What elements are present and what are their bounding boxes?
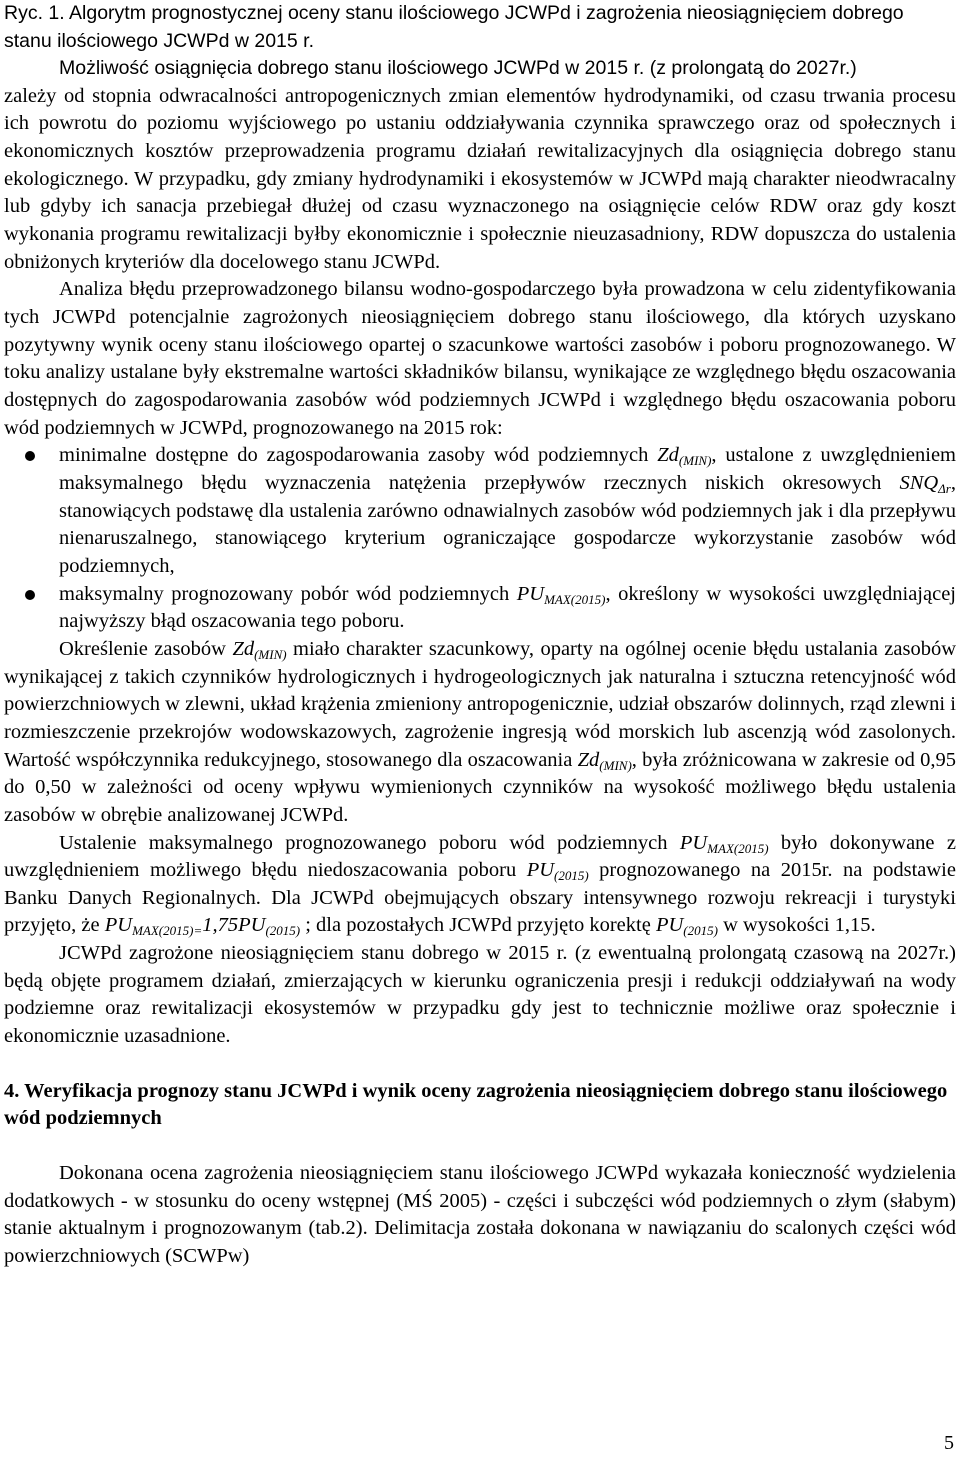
bullet-item-pu-max: maksymalny prognozowany pobór wód podziemnych $PU_{MAX(2015)}$, określony w wysokości uwzględniającej najwyższy błąd oszacowania tego poboru.: [4, 581, 956, 636]
figure-caption: [4, 0, 956, 83]
spacer: [4, 1133, 956, 1160]
body-text: [4, 83, 956, 1271]
paragraph-4: Ustalenie maksymalnego prognozowanego poboru wód podziemnych $PU_{MAX(2015)}$ było dokonywane z uwzględnieniem możliwego błędu niedoszacowania poboru $PU_{(2015)}$ prognozowanego na 2015r. na podstawie Banku Danych Regionalnych. Dla JCWPd obejmujących obszary intensywnego rozwoju rekreacji i turystyki przyjęto, że $PU_{MAX(2015)=}1,75PU_{(2015)}$ ; dla pozostałych JCWPd przyjęto korektę $PU_{(2015)}$ w wysokości 1,15.: [4, 831, 956, 939]
section-heading: 4. Weryfikacja prognozy stanu JCWPd i wynik oceny zagrożenia nieosiągnięciem dobrego stanu ilościowego wód podziemnych: [4, 1079, 948, 1130]
paragraph-6: Dokonana ocena zagrożenia nieosiągnięciem stanu ilościowego JCWPd wykazała konieczność wydzielenia dodatkowych - w stosunku do oceny wstępnej (MŚ 2005) - części i subczęści wód podziemnych o złym (słabym) stanie aktualnym i prognozowanym (tab.2). Delimitacja została dokonana w nawiązaniu do scalonych części wód powierzchniowych (SCWPw): [4, 1162, 956, 1268]
bullet-icon: [25, 590, 35, 600]
paragraph-1: zależy od stopnia odwracalności antropogenicznych zmian elementów hydrodynamiki, od czasu trwania procesu ich powrotu do poziomu wyjściowego po ustaniu oddziaływania czynnika sprawczego oraz od społecznych i ekonomicznych kosztów przeprowadzenia programu działań rewitalizacyjnych dla osiągnięcia dobrego stanu ekologicznego. W przypadku, gdy zmiany hydrodynamiki i ekosystemów w JCWPd mają charakter nieodwracalny lub gdyby ich sanacja przebiegał dłużej od czasu wyznaczonego na osiągnięcie celów RDW oraz gdy koszt wykonania programu rewitalizacji byłby ekonomicznie i społecznie nieuzasadniony, RDW dopuszcza do ustalenia obniżonych kryteriów dla docelowego stanu JCWPd.: [4, 84, 956, 273]
bullet-list: [4, 442, 956, 636]
document-page: [4, 0, 956, 1271]
paragraph-3: Określenie zasobów $Zd_{(MIN)}$ miało charakter szacunkowy, oparty na ogólnej ocenie błędu ustalania zasobów wynikającej z takich czynników hydrologicznych i hydrogeologicznych jak naturalna i sztuczna retencyjność wód powierzchniowych w zlewni, układ krążenia zmieniony antropogenicznie, udział obszarów dolinnych, rząd zlewni i rozmieszczenie przekrojów wodowskazowych, zagrożenie ingresją wód morskich lub ascenzją wód zasolonych. Wartość współczynnika redukcyjnego, stosowanego dla oszacowania $Zd_{(MIN)}$, była zróżnicowana w zakresie od 0,95 do 0,50 w zależności od oceny wpływu wymienionych czynników na wysokość możliwego błędu ustalenia zasobów w obrębie analizowanej JCWPd.: [4, 637, 957, 826]
caption-title: Ryc. 1. Algorytm prognostycznej oceny stanu ilościowego JCWPd i zagrożenia nieosiągnięciem dobrego stanu ilościowego JCWPd w 2015 r.: [4, 2, 904, 52]
caption-subtitle: Możliwość osiągnięcia dobrego stanu ilościowego JCWPd w 2015 r. (z prolongatą do 2027r.): [59, 57, 857, 80]
bullet-item-zd-min: minimalne dostępne do zagospodarowania zasoby wód podziemnych $Zd_{(MIN)}$, ustalone z uwzględnieniem maksymalnego błędu wyznaczenia natężenia przepływów rzecznych niskich okresowych $SNQ_{\Delta r}$, stanowiących podstawę dla ustalenia zarówno odnawialnych zasobów wód podziemnych jak i dla przepływu nienaruszalnego, stanowiącego kryterium ograniczające gospodarcze wykorzystanie zasobów wód podziemnych,: [4, 442, 956, 580]
spacer: [4, 1051, 956, 1078]
paragraph-5: JCWPd zagrożone nieosiągnięciem stanu dobrego w 2015 r. (z ewentualną prolongatą czasową na 2027r.) będą objęte programem działań, zmierzających w kierunku ograniczenia presji i redukcji oddziaływań na wody podziemne oraz rewitalizacji ekosystemów w przypadku gdy jest to technicznie możliwe oraz społecznie i ekonomicznie uzasadnione.: [4, 942, 956, 1048]
page-number: 5: [944, 1432, 954, 1454]
paragraph-2: Analiza błędu przeprowadzonego bilansu wodno-gospodarczego była prowadzona w celu zidentyfikowania tych JCWPd potencjalnie zagrożonych nieosiągnięciem dobrego stanu ilościowego, dla których uzyskano pozytywny wynik oceny stanu ilościowego opartej o szacunkowe wartości zasobów i poboru prognozowanego. W toku analizy ustalane były ekstremalne wartości składników bilansu, wynikające ze względnego błędu oszacowania dostępnych do zagospodarowania zasobów wód podziemnych JCWPd i względnego błędu oszacowania poboru wód podziemnych w JCWPd, prognozowanego na 2015 rok:: [4, 278, 956, 439]
bullet-icon: [25, 451, 35, 461]
